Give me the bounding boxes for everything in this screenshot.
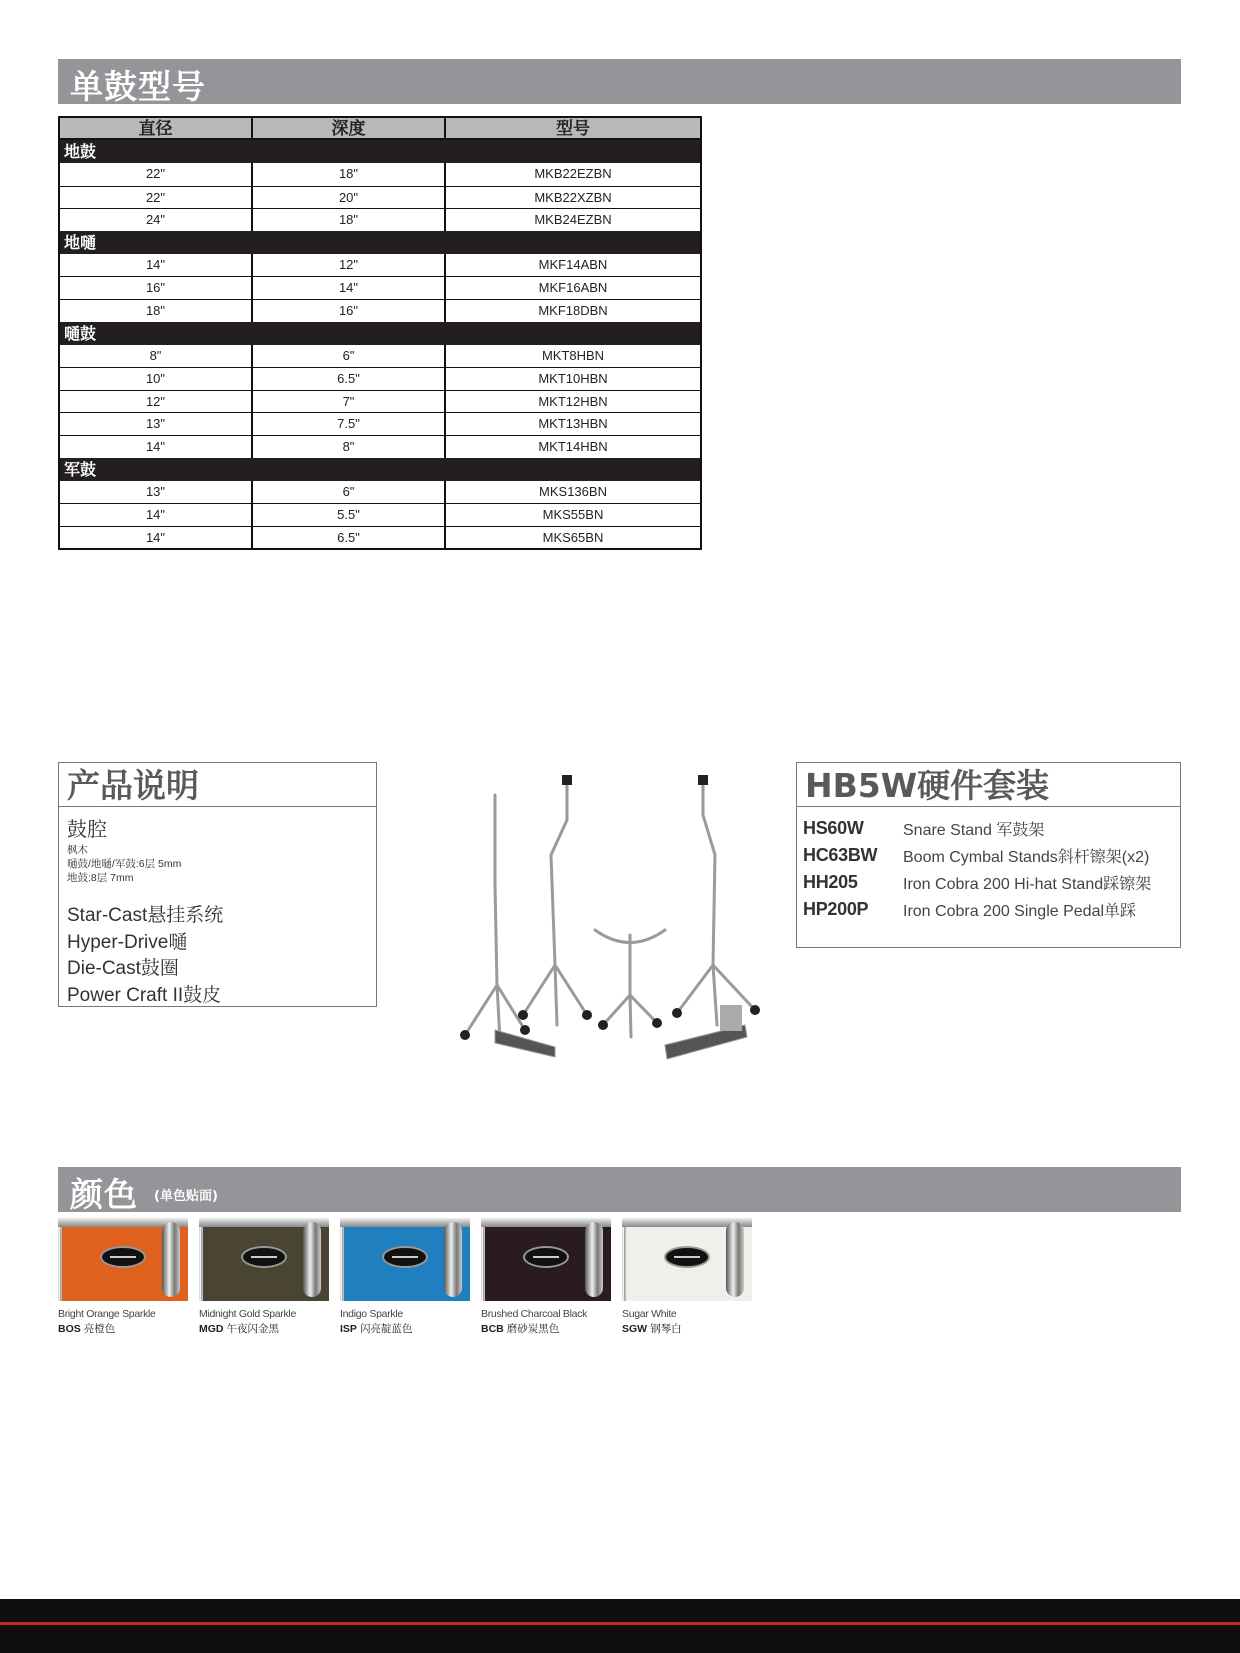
drum-spec-table [58, 116, 702, 550]
diameter-cell: 12" [60, 390, 251, 413]
swatch-cn-name: 亮橙色 [83, 1323, 116, 1335]
table-group-header: 地鼓 [60, 140, 700, 163]
badge-icon [382, 1246, 428, 1268]
diameter-cell: 16" [60, 276, 251, 299]
swatch-name: Bright Orange Sparkle [58, 1308, 156, 1320]
swatch-cn-name: 磨砂炭黑色 [506, 1323, 560, 1335]
color-swatch [622, 1218, 752, 1336]
lug-icon [162, 1222, 180, 1297]
model-cell: MKB24EZBN [444, 208, 700, 231]
diameter-cell: 13" [60, 412, 251, 435]
hardware-model: HC63BW [803, 845, 878, 865]
feature-item: Hyper-Drive嗵 [67, 931, 188, 953]
hardware-title: HB5W硬件套装 [797, 763, 1180, 807]
swatch-name: Indigo Sparkle [340, 1308, 403, 1320]
swatch-code-line [340, 1321, 470, 1336]
hardware-model: HS60W [803, 818, 864, 838]
depth-cell: 18" [251, 208, 444, 231]
table-header-row [60, 118, 700, 140]
color-swatch [199, 1218, 329, 1336]
table-body [60, 140, 700, 548]
color-swatch [58, 1218, 188, 1336]
swatch-cn-name: 午夜闪金黑 [226, 1323, 279, 1335]
depth-cell: 6.5" [251, 367, 444, 390]
page-footer [0, 1599, 1240, 1653]
lug-icon [585, 1222, 603, 1297]
hardware-desc: Iron Cobra 200 Hi-hat Stand踩镲架 [903, 876, 1152, 893]
badge-icon [100, 1246, 146, 1268]
shell-notes [67, 843, 181, 885]
swatch-name: Midnight Gold Sparkle [199, 1308, 297, 1320]
badge-icon [664, 1246, 710, 1268]
model-cell: MKF14ABN [444, 254, 700, 277]
badge-icon [523, 1246, 569, 1268]
table-row [60, 186, 700, 209]
shell-note: 嗵鼓/地嗵/军鼓:6层 5mm [67, 858, 182, 870]
diameter-cell: 10" [60, 367, 251, 390]
feature-item: Die-Cast鼓圈 [67, 958, 179, 979]
swatch-cn-name: 闪亮靛蓝色 [359, 1323, 413, 1335]
model-cell: MKT8HBN [444, 345, 700, 368]
depth-cell: 6" [251, 345, 444, 368]
table-row [60, 345, 700, 368]
lug-icon [303, 1222, 321, 1297]
swatch-code: BCB [481, 1323, 504, 1335]
depth-cell: 14" [251, 276, 444, 299]
depth-cell: 16" [251, 299, 444, 322]
table-row [60, 526, 700, 549]
lug-icon [444, 1222, 462, 1297]
shell-note: 地鼓:8层 7mm [67, 872, 134, 884]
swatch-image [340, 1218, 470, 1301]
depth-cell: 20" [251, 186, 444, 209]
table-group-header: 军鼓 [60, 458, 700, 481]
swatch-image [481, 1218, 611, 1301]
depth-cell: 7" [251, 390, 444, 413]
model-cell: MKT14HBN [444, 435, 700, 458]
model-cell: MKT12HBN [444, 390, 700, 413]
depth-cell: 6" [251, 481, 444, 504]
header-depth: 深度 [251, 118, 444, 140]
model-cell: MKB22EZBN [444, 163, 700, 186]
colors-header [58, 1167, 1181, 1212]
hardware-item [803, 896, 1151, 923]
swatch-name: Sugar White [622, 1308, 677, 1320]
model-cell: MKS65BN [444, 526, 700, 549]
footer-accent-line [0, 1622, 1240, 1625]
lug-icon [726, 1222, 744, 1297]
feature-item: Star-Cast悬挂系统 [67, 905, 224, 926]
hardware-desc: Boom Cymbal Stands斜杆镲架(x2) [903, 849, 1150, 866]
shell-heading: 鼓腔 [67, 819, 107, 841]
table-row [60, 208, 700, 231]
diameter-cell: 24" [60, 208, 251, 231]
swatch-code: MGD [199, 1323, 224, 1335]
diameter-cell: 13" [145, 483, 166, 499]
diameter-cell: 14" [60, 503, 251, 526]
shell-note: 枫木 [67, 844, 88, 856]
hardware-item [803, 842, 1151, 869]
table-row [60, 163, 700, 186]
table-row [60, 503, 700, 526]
product-description-box [58, 762, 377, 1007]
table-group-header: 地嗵 [60, 231, 700, 254]
model-cell: MKS136BN [444, 481, 700, 504]
swatch-code: SGW [622, 1323, 648, 1335]
diameter-cell: 22" [60, 186, 251, 209]
depth-cell: 7.5" [251, 412, 444, 435]
header-diameter: 直径 [60, 118, 251, 140]
model-cell: MKT13HBN [444, 412, 700, 435]
drum-models-header [58, 59, 1181, 104]
swatch-code-line [622, 1321, 752, 1336]
badge-icon [241, 1246, 287, 1268]
model-cell: MKF18DBN [444, 299, 700, 322]
model-cell: MKT10HBN [444, 367, 700, 390]
hardware-item [803, 815, 1151, 842]
hardware-set-box [796, 762, 1181, 948]
hardware-model: HH205 [803, 872, 858, 892]
drum-models-title: 单鼓型号 [70, 67, 206, 106]
table-row [60, 390, 700, 413]
swatch-code: ISP [340, 1323, 357, 1335]
description-title: 产品说明 [59, 763, 376, 807]
hardware-list [803, 815, 1151, 923]
model-cell: MKB22XZBN [444, 186, 700, 209]
feature-item: Power Craft II鼓皮 [67, 984, 222, 1006]
depth-cell: 6.5" [251, 526, 444, 549]
feature-list [67, 903, 223, 1009]
table-row [60, 299, 700, 322]
swatch-image [58, 1218, 188, 1301]
swatch-image [622, 1218, 752, 1301]
colors-subtitle: (单色贴面) [154, 1189, 218, 1204]
hardware-item [803, 869, 1151, 896]
depth-cell: 5.5" [251, 503, 444, 526]
swatch-cn-name: 钢琴白 [650, 1323, 682, 1335]
depth-cell: 8" [251, 435, 444, 458]
table-group-header: 嗵鼓 [60, 322, 700, 345]
header-model: 型号 [444, 118, 700, 140]
color-swatch [481, 1218, 611, 1336]
swatch-code-line [481, 1321, 611, 1336]
depth-cell: 12" [251, 254, 444, 277]
hardware-model: HP200P [803, 899, 869, 919]
swatch-code-line [58, 1321, 188, 1336]
table-row [60, 276, 700, 299]
table-row [60, 481, 700, 504]
diameter-cell: 14" [60, 435, 251, 458]
hardware-set-image [455, 775, 790, 1070]
colors-title: 颜色 [70, 1175, 138, 1214]
table-row [60, 435, 700, 458]
model-cell: MKF16ABN [444, 276, 700, 299]
diameter-cell: 14" [60, 526, 251, 549]
diameter-cell: 8" [149, 347, 162, 363]
diameter-cell: 18" [60, 299, 251, 322]
table-row [60, 367, 700, 390]
diameter-cell: 14" [145, 256, 166, 272]
depth-cell: 18" [251, 163, 444, 186]
hardware-desc: Iron Cobra 200 Single Pedal单踩 [903, 903, 1137, 920]
hardware-desc: Snare Stand 军鼓架 [903, 822, 1045, 839]
table-row [60, 254, 700, 277]
table-row [60, 412, 700, 435]
swatch-image [199, 1218, 329, 1301]
swatch-code-line [199, 1321, 329, 1336]
swatch-code: BOS [58, 1323, 81, 1335]
swatch-name: Brushed Charcoal Black [481, 1308, 588, 1320]
model-cell: MKS55BN [444, 503, 700, 526]
color-swatch [340, 1218, 470, 1336]
diameter-cell: 22" [145, 166, 166, 181]
